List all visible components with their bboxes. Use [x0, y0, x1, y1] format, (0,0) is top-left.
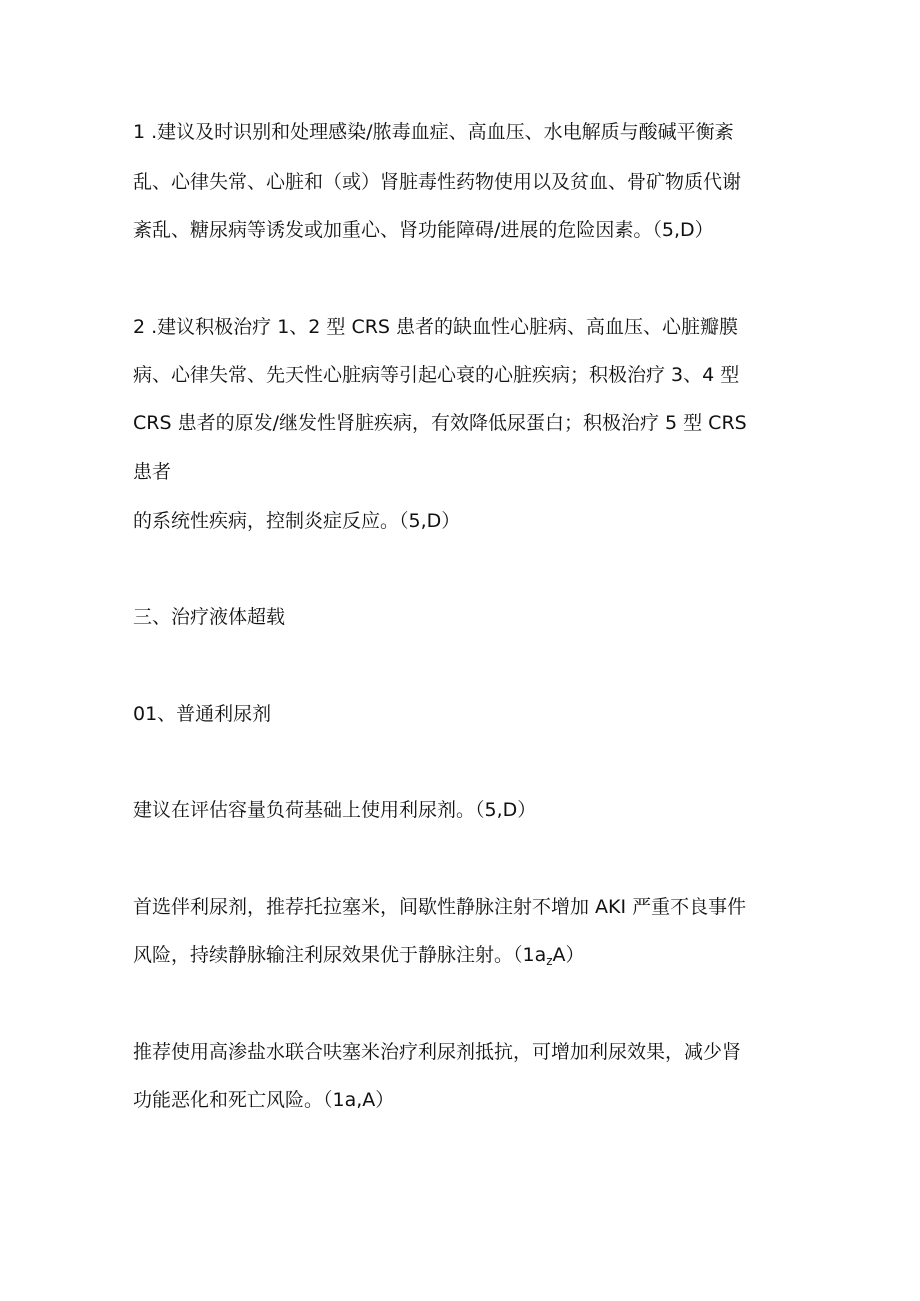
para5-line1: 推荐使用高渗盐水联合呋塞米治疗利尿剂抵抗，可增加利尿效果，减少肾: [133, 1041, 742, 1063]
para4-line1: 首选伴利尿剂，推荐托拉塞米，间歇性静脉注射不增加 AKI 严重不良事件: [133, 896, 747, 918]
para1-line2: 乱、心律失常、心脏和（或）肾脏毒性药物使用以及贫血、骨矿物质代谢: [133, 171, 742, 193]
para5-line2: 功能恶化和死亡风险。（1a,A）: [133, 1089, 395, 1111]
subsection-heading: 01、普通利尿剂: [133, 703, 272, 725]
para2-line4: 患者: [133, 461, 172, 483]
para4-line2-pre: 风险，持续静脉输注利尿效果优于静脉注射。（1a: [133, 944, 547, 966]
para4-line2-post: A）: [552, 944, 585, 966]
section-heading: 三、治疗液体超载: [133, 606, 286, 628]
para2-line5: 的系统性疾病，控制炎症反应。（5,D）: [133, 510, 461, 532]
para4-line2: [133, 942, 585, 974]
para2-line2: 病、心律失常、先天性心脏病等引起心衰的心脏疾病；积极治疗 3、4 型: [133, 364, 740, 386]
para2-line3: CRS 患者的原发/继发性肾脏疾病，有效降低尿蛋白；积极治疗 5 型 CRS: [133, 412, 747, 434]
para3: 建议在评估容量负荷基础上使用利尿剂。（5,D）: [133, 799, 537, 821]
para2-line1: 2 .建议积极治疗 1、2 型 CRS 患者的缺血性心脏病、高血压、心脏瓣膜: [133, 316, 739, 338]
para4-line2-subscript: z: [546, 954, 553, 968]
para1-line3: 紊乱、糖尿病等诱发或加重心、肾功能障碍/进展的危险因素。（5,D）: [133, 219, 714, 241]
para1-line1: 1 .建议及时识别和处理感染/脓毒血症、高血压、水电解质与酸碱平衡紊: [133, 121, 734, 143]
